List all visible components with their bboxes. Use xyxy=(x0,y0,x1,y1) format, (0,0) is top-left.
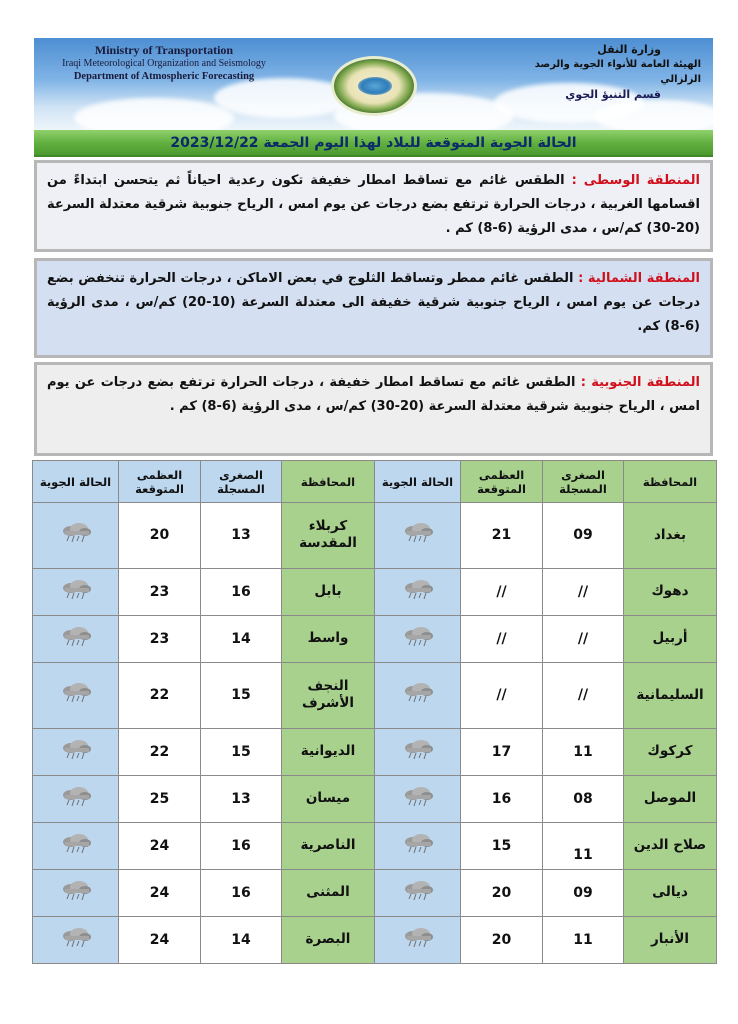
region-central xyxy=(34,160,713,252)
rain-cloud-icon xyxy=(59,691,93,707)
department-name-ar: قسم التنبؤ الجوي xyxy=(565,88,661,101)
table-header-row xyxy=(33,461,717,503)
ministry-name-en: Ministry of Transportation xyxy=(94,43,234,57)
min-temp-cell: // xyxy=(543,662,624,728)
min-temp-cell: // xyxy=(543,615,624,662)
rain-cloud-icon xyxy=(401,635,435,651)
min-temp-cell: 16 xyxy=(201,869,282,916)
rain-cloud-icon xyxy=(401,531,435,547)
weather-cell xyxy=(375,615,461,662)
governorate-cell: الديوانية xyxy=(282,728,375,775)
max-temp-cell: 20 xyxy=(461,869,543,916)
rain-cloud-icon xyxy=(401,889,435,905)
region-south-text: الطقس غائم مع تساقط امطار خفيفة ، درجات الحرارة ترتفع بضع درجات عن يوم امس ، الرياح جنوبية شرقية معتدلة السرعة (20-30) كم/س ، مدى الرؤية (6-8) كم . xyxy=(47,375,700,414)
header-min-recorded: الصغرى المسجلة xyxy=(543,461,624,503)
table-row xyxy=(33,728,717,775)
governorate-cell: البصرة xyxy=(282,916,375,963)
weather-cell xyxy=(33,775,119,822)
governorate-cell: واسط xyxy=(282,615,375,662)
min-temp-cell: 11 xyxy=(543,728,624,775)
weather-cell xyxy=(375,503,461,569)
governorate-cell: صلاح الدين xyxy=(624,822,717,869)
rain-cloud-icon xyxy=(59,635,93,651)
max-temp-cell: 23 xyxy=(119,615,201,662)
max-temp-cell: 22 xyxy=(119,662,201,728)
governorate-cell: المثنى xyxy=(282,869,375,916)
rain-cloud-icon xyxy=(401,691,435,707)
rain-cloud-icon xyxy=(59,936,93,952)
min-temp-cell: // xyxy=(543,568,624,615)
min-temp-cell: 13 xyxy=(201,503,282,569)
rain-cloud-icon xyxy=(401,795,435,811)
ministry-english-header xyxy=(44,44,284,83)
max-temp-cell: 20 xyxy=(119,503,201,569)
governorate-cell: الأنبار xyxy=(624,916,717,963)
weather-cell xyxy=(375,869,461,916)
min-temp-cell: 16 xyxy=(201,568,282,615)
header-max-expected: العظمى المتوقعة xyxy=(119,461,201,503)
weather-cell xyxy=(33,615,119,662)
governorate-cell: أربيل xyxy=(624,615,717,662)
governorate-cell: بابل xyxy=(282,568,375,615)
weather-cell xyxy=(33,869,119,916)
ministry-arabic-header xyxy=(491,42,701,102)
header-banner xyxy=(34,38,713,130)
max-temp-cell: 20 xyxy=(461,916,543,963)
header-weather: الحالة الجوية xyxy=(375,461,461,503)
table-row xyxy=(33,916,717,963)
max-temp-cell: 24 xyxy=(119,869,201,916)
weather-cell xyxy=(375,728,461,775)
max-temp-cell: 24 xyxy=(119,916,201,963)
header-min-recorded: الصغرى المسجلة xyxy=(201,461,282,503)
governorate-cell: السليمانية xyxy=(624,662,717,728)
min-temp-cell: 14 xyxy=(201,615,282,662)
governorate-cell: الموصل xyxy=(624,775,717,822)
governorate-cell: ديالى xyxy=(624,869,717,916)
rain-cloud-icon xyxy=(401,842,435,858)
max-temp-cell: 23 xyxy=(119,568,201,615)
rain-cloud-icon xyxy=(401,936,435,952)
region-central-name: المنطقة الوسطى : xyxy=(571,173,701,188)
weather-cell xyxy=(33,916,119,963)
governorate-cell: ميسان xyxy=(282,775,375,822)
governorate-cell: النجف الأشرف xyxy=(282,662,375,728)
max-temp-cell: // xyxy=(461,568,543,615)
header-max-expected: العظمى المتوقعة xyxy=(461,461,543,503)
min-temp-cell: 11 xyxy=(543,916,624,963)
max-temp-cell: // xyxy=(461,662,543,728)
table-row xyxy=(33,662,717,728)
max-temp-cell: 25 xyxy=(119,775,201,822)
max-temp-cell: 16 xyxy=(461,775,543,822)
governorate-cell: بغداد xyxy=(624,503,717,569)
weather-cell xyxy=(33,662,119,728)
max-temp-cell: 17 xyxy=(461,728,543,775)
weather-cell xyxy=(33,503,119,569)
header-governorate: المحافظة xyxy=(624,461,717,503)
organization-logo xyxy=(331,56,417,116)
region-central-text: الطقس غائم مع تساقط امطار خفيفة تكون رعدية احياناً ثم يتحسن ابتداءً من اقسامها الغربية ، درجات الحرارة ترتفع بضع درجات عن يوم امس ، الرياح جنوبية شرقية معتدلة السرعة (20-30) كم/س ، مدى الرؤية (6-8) كم . xyxy=(47,173,700,236)
weather-cell xyxy=(375,568,461,615)
rain-cloud-icon xyxy=(59,889,93,905)
weather-cell xyxy=(375,916,461,963)
region-north xyxy=(34,258,713,358)
weather-cell xyxy=(33,822,119,869)
min-temp-cell: 09 xyxy=(543,869,624,916)
rain-cloud-icon xyxy=(59,531,93,547)
region-north-text: الطقس غائم ممطر وتساقط الثلوج في بعض الاماكن ، درجات الحرارة تنخفض بضع درجات عن يوم امس ، الرياح جنوبية شرقية خفيفة الى معتدلة السرعة (10-20) كم/س ، مدى الرؤية (6-8) كم. xyxy=(47,271,700,334)
weather-cell xyxy=(375,775,461,822)
governorate-cell: كربلاء المقدسة xyxy=(282,503,375,569)
table-row xyxy=(33,568,717,615)
region-south-name: المنطقة الجنوبية : xyxy=(580,375,700,390)
min-temp-cell: 14 xyxy=(201,916,282,963)
organization-name-ar: الهيئة العامة للأنواء الجوية والرصد الزلزالي xyxy=(534,59,701,85)
rain-cloud-icon xyxy=(401,588,435,604)
min-temp-cell: 08 xyxy=(543,775,624,822)
min-temp-cell: 15 xyxy=(201,728,282,775)
weather-cell xyxy=(33,568,119,615)
weather-cell xyxy=(375,822,461,869)
forecast-table xyxy=(32,460,717,964)
rain-cloud-icon xyxy=(59,588,93,604)
max-temp-cell: 22 xyxy=(119,728,201,775)
max-temp-cell: 24 xyxy=(119,822,201,869)
header-governorate: المحافظة xyxy=(282,461,375,503)
table-row xyxy=(33,822,717,869)
governorate-cell: كركوك xyxy=(624,728,717,775)
rain-cloud-icon xyxy=(401,748,435,764)
rain-cloud-icon xyxy=(59,795,93,811)
min-temp-cell: 09 xyxy=(543,503,624,569)
rain-cloud-icon xyxy=(59,842,93,858)
page-title: الحالة الجوية المتوقعة للبلاد لهذا اليوم الجمعة 2023/12/22 xyxy=(34,130,713,157)
table-row xyxy=(33,869,717,916)
table-row xyxy=(33,503,717,569)
min-temp-cell: 13 xyxy=(201,775,282,822)
min-temp-cell: 11 xyxy=(543,822,624,869)
table-row xyxy=(33,615,717,662)
header-weather: الحالة الجوية xyxy=(33,461,119,503)
rain-cloud-icon xyxy=(59,748,93,764)
governorate-cell: الناصرية xyxy=(282,822,375,869)
max-temp-cell: 15 xyxy=(461,822,543,869)
region-south xyxy=(34,362,713,456)
min-temp-cell: 16 xyxy=(201,822,282,869)
ministry-name-ar: وزارة النقل xyxy=(597,43,661,56)
table-row xyxy=(33,775,717,822)
governorate-cell: دهوك xyxy=(624,568,717,615)
region-north-name: المنطقة الشمالية : xyxy=(578,271,700,286)
weather-cell xyxy=(33,728,119,775)
organization-name-en: Iraqi Meteorological Organization and Seismology xyxy=(62,58,266,69)
max-temp-cell: 21 xyxy=(461,503,543,569)
max-temp-cell: // xyxy=(461,615,543,662)
department-name-en: Department of Atmospheric Forecasting xyxy=(73,71,255,82)
weather-cell xyxy=(375,662,461,728)
min-temp-cell: 15 xyxy=(201,662,282,728)
